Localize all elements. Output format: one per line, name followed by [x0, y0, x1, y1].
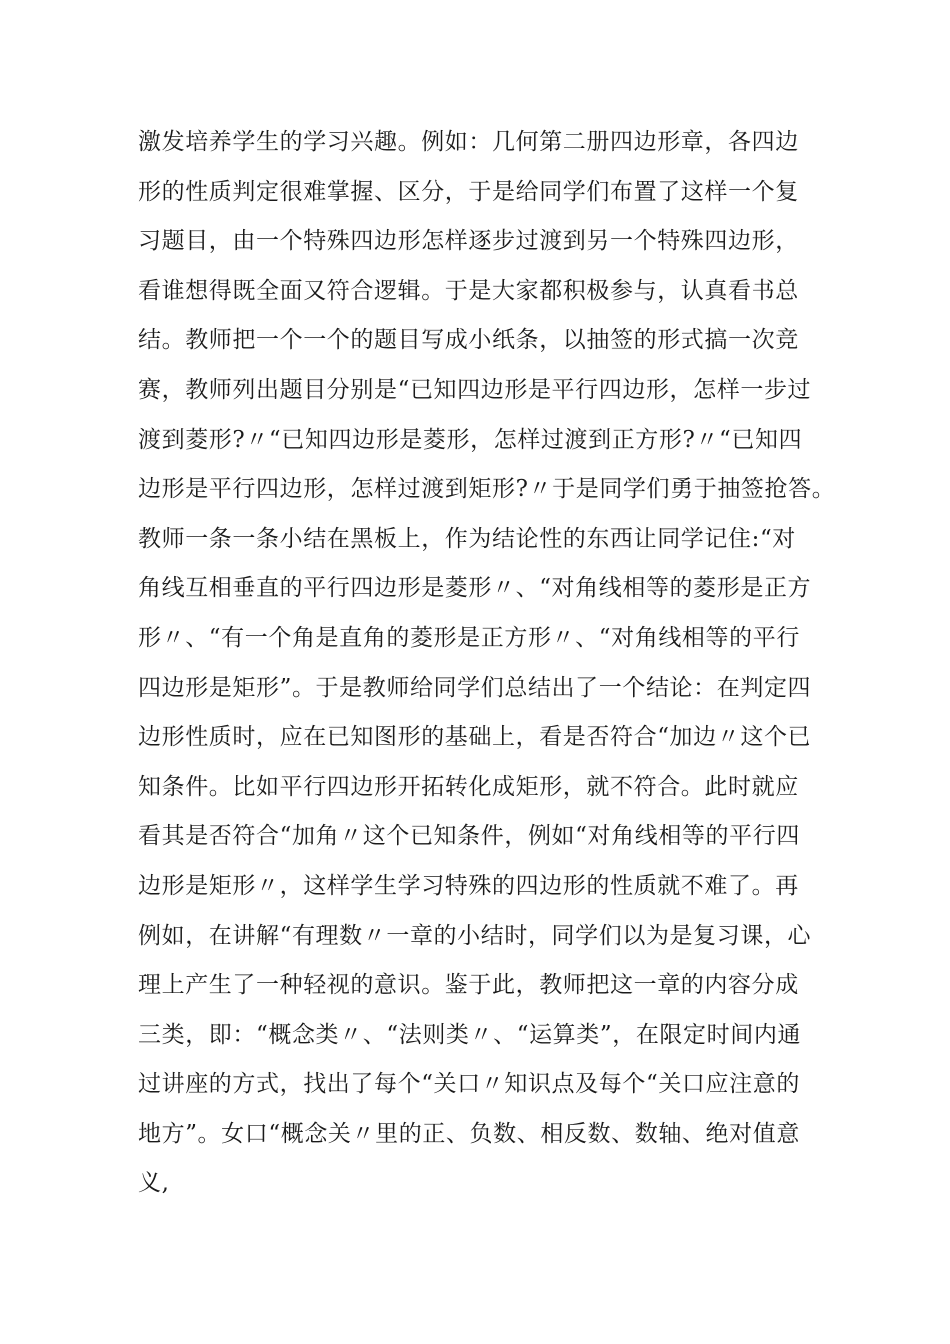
- text-line: 边形是矩形〃，这样学生学习特殊的四边形的性质就不难了。再: [138, 872, 799, 899]
- text-line: 四边形是矩形”。于是教师给同学们总结出了一个结论：在判定四: [138, 674, 812, 701]
- text-line: 渡到菱形?〃“已知四边形是菱形，怎样过渡到正方形?〃“已知四: [138, 426, 803, 453]
- text-line: 角线互相垂直的平行四边形是菱形〃、“对角线相等的菱形是正方: [138, 575, 812, 602]
- text-line: 激发培养学生的学习兴趣。例如：几何第二册四边形章，各四边: [138, 129, 799, 155]
- text-line: 义,: [138, 1170, 170, 1197]
- body-text: [138, 118, 838, 1209]
- text-line: 结。教师把一个一个的题目写成小纸条，以抽签的形式搞一次竞: [138, 327, 799, 354]
- text-line: 三类，即：“概念类〃、“法则类〃、“运算类”，在限定时间内通: [138, 1021, 802, 1048]
- text-line: 看谁想得既全面又符合逻辑。于是大家都积极参与，认真看书总: [138, 277, 799, 304]
- text-line: 过讲座的方式，找出了每个“关口〃知识点及每个“关口应注意的: [138, 1071, 800, 1098]
- text-line: 赛，教师列出题目分别是“已知四边形是平行四边形，怎样一步过: [138, 376, 812, 403]
- text-line: 理上产生了一种轻视的意识。鉴于此，教师把这一章的内容分成: [138, 972, 799, 999]
- text-line: 边形是平行四边形，怎样过渡到矩形?〃于是同学们勇于抽签抢答。: [138, 476, 836, 503]
- text-line: 例如，在讲解“有理数〃一章的小结时，同学们以为是复习课，心: [138, 922, 812, 949]
- text-line: 地方”。女口“概念关〃里的正、负数、相反数、数轴、绝对值意: [138, 1120, 800, 1147]
- text-line: 习题目，由一个特殊四边形怎样逐步过渡到另一个特殊四边形，: [138, 228, 799, 255]
- text-line: 知条件。比如平行四边形开拓转化成矩形，就不符合。此时就应: [138, 773, 799, 800]
- text-line: 看其是否符合“加角〃这个已知条件，例如“对角线相等的平行四: [138, 823, 800, 850]
- text-line: 形的性质判定很难掌握、区分，于是给同学们布置了这样一个复: [138, 178, 799, 205]
- text-line: 形〃、“有一个角是直角的菱形是正方形〃、“对角线相等的平行: [138, 624, 800, 651]
- text-line: 边形性质时，应在已知图形的基础上，看是否符合“加边〃这个已: [138, 724, 812, 751]
- text-line: 教师一条一条小结在黑板上，作为结论性的东西让同学记住:“对: [138, 525, 796, 552]
